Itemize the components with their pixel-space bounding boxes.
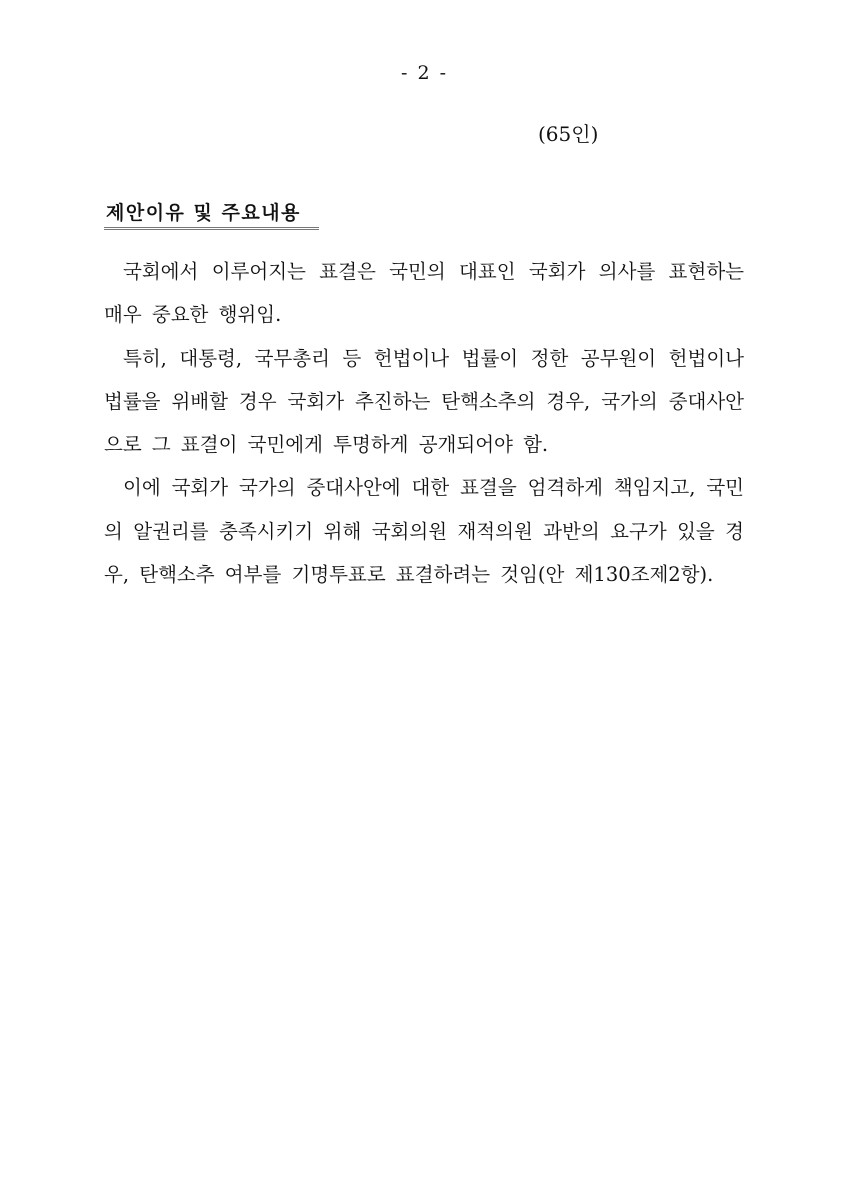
paragraph-purpose: 국회에서 이루어지는 표결은 국민의 대표인 국회가 의사를 표현하는 매우 중요한 행위임. bbox=[104, 260, 744, 327]
paragraph-proposal: 이에 국회가 국가의 중대사안에 대한 표결을 엄격하게 책임지고, 국민의 알권리를 충족시키기 위해 국회의원 재적의원 과반의 요구가 있을 경우, 탄핵소추 여부를 기명투표로 표결하려는 것임(안 제130조제2항). bbox=[104, 476, 744, 587]
body-text bbox=[104, 250, 744, 596]
signers-count: (65인) bbox=[538, 122, 599, 146]
page-number: - 2 - bbox=[400, 62, 448, 84]
paragraph-impeachment: 특히, 대통령, 국무총리 등 헌법이나 법률이 정한 공무원이 헌법이나 법률을 위배할 경우 국회가 추진하는 탄핵소추의 경우, 국가의 중대사안으로 그 표결이 국민에게 투명하게 공개되어야 함. bbox=[104, 346, 744, 457]
section-heading: 제안이유 및 주요내용 bbox=[106, 202, 301, 224]
heading-underline bbox=[104, 227, 319, 236]
